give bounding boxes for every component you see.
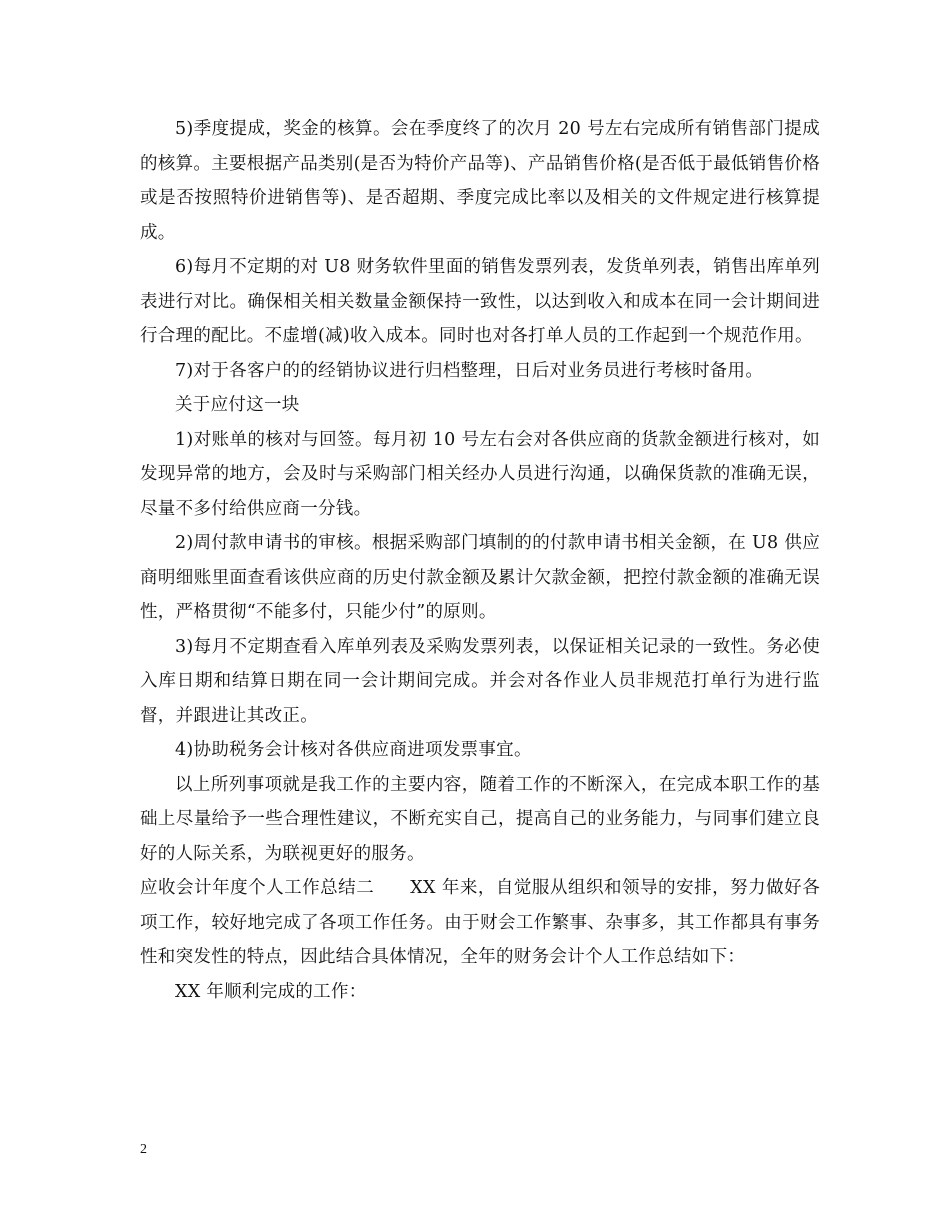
- paragraph-quarterly-commission: 5)季度提成，奖金的核算。会在季度终了的次月 20 号左右完成所有销售部门提成的核算。主要根据产品类别(是否为特价产品等)、产品销售价格(是否低于最低销售价格或是否按照特价进销售等)、是否超期、季度完成比率以及相关的文件规定进行核算提成。: [140, 119, 820, 243]
- paragraph-work-summary: 以上所列事项就是我工作的主要内容，随着工作的不断深入，在完成本职工作的基础上尽量给予一些合理性建议，不断充实自己，提高自己的业务能力，与同事们建立良好的人际关系，为联视更好的服务。: [140, 774, 820, 864]
- section-heading-payables: 关于应付这一块: [175, 395, 300, 415]
- paragraph-dealer-agreements: 7)对于各客户的的经销协议进行归档整理，日后对业务员进行考核时备用。: [175, 360, 764, 381]
- paragraph-sales-invoice-check: 6)每月不定期的对 U8 财务软件里面的销售发票列表，发货单列表，销售出库单列表进行对比。确保相关相关数量金额保持一致性，以达到收入和成本在同一会计期间进行合理的配比。不虚增(减)收入成本。同时也对各打单人员的工作起到一个规范作用。: [140, 257, 820, 346]
- paragraph-summary-two-intro: 应收会计年度个人工作总结二 XX 年来，自觉服从组织和领导的安排，努力做好各项工作，较好地完成了各项工作任务。由于财会工作繁事、杂事多，其工作都具有事务性和突发性的特点，因此结合具体情况，全年的财务会计个人工作总结如下：: [140, 878, 820, 967]
- paragraph-completed-work-heading: XX 年顺利完成的工作：: [175, 981, 367, 1002]
- page-number: 2: [140, 1142, 147, 1157]
- paragraph-receipt-invoice-check: 3)每月不定期查看入库单列表及采购发票列表，以保证相关记录的一致性。务必使入库日期和结算日期在同一会计期间完成。并会对各作业人员非规范打单行为进行监督，并跟进让其改正。: [140, 636, 820, 726]
- paragraph-payment-request-review: 2)周付款申请书的审核。根据采购部门填制的的付款申请书相关金额，在 U8 供应商明细账里面查看该供应商的历史付款金额及累计欠款金额，把控付款金额的准确无误性，严格贯彻“不能多付，只能少付”的原则。: [140, 533, 820, 622]
- document-body: [140, 112, 820, 1009]
- paragraph-tax-invoice-assist: 4)协助税务会计核对各供应商进项发票事宜。: [175, 740, 532, 760]
- paragraph-statement-reconciliation: 1)对账单的核对与回签。每月初 10 号左右会对各供应商的货款金额进行核对，如发现异常的地方，会及时与采购部门相关经办人员进行沟通，以确保货款的准确无误，尽量不多付给供应商一分钱。: [140, 429, 820, 519]
